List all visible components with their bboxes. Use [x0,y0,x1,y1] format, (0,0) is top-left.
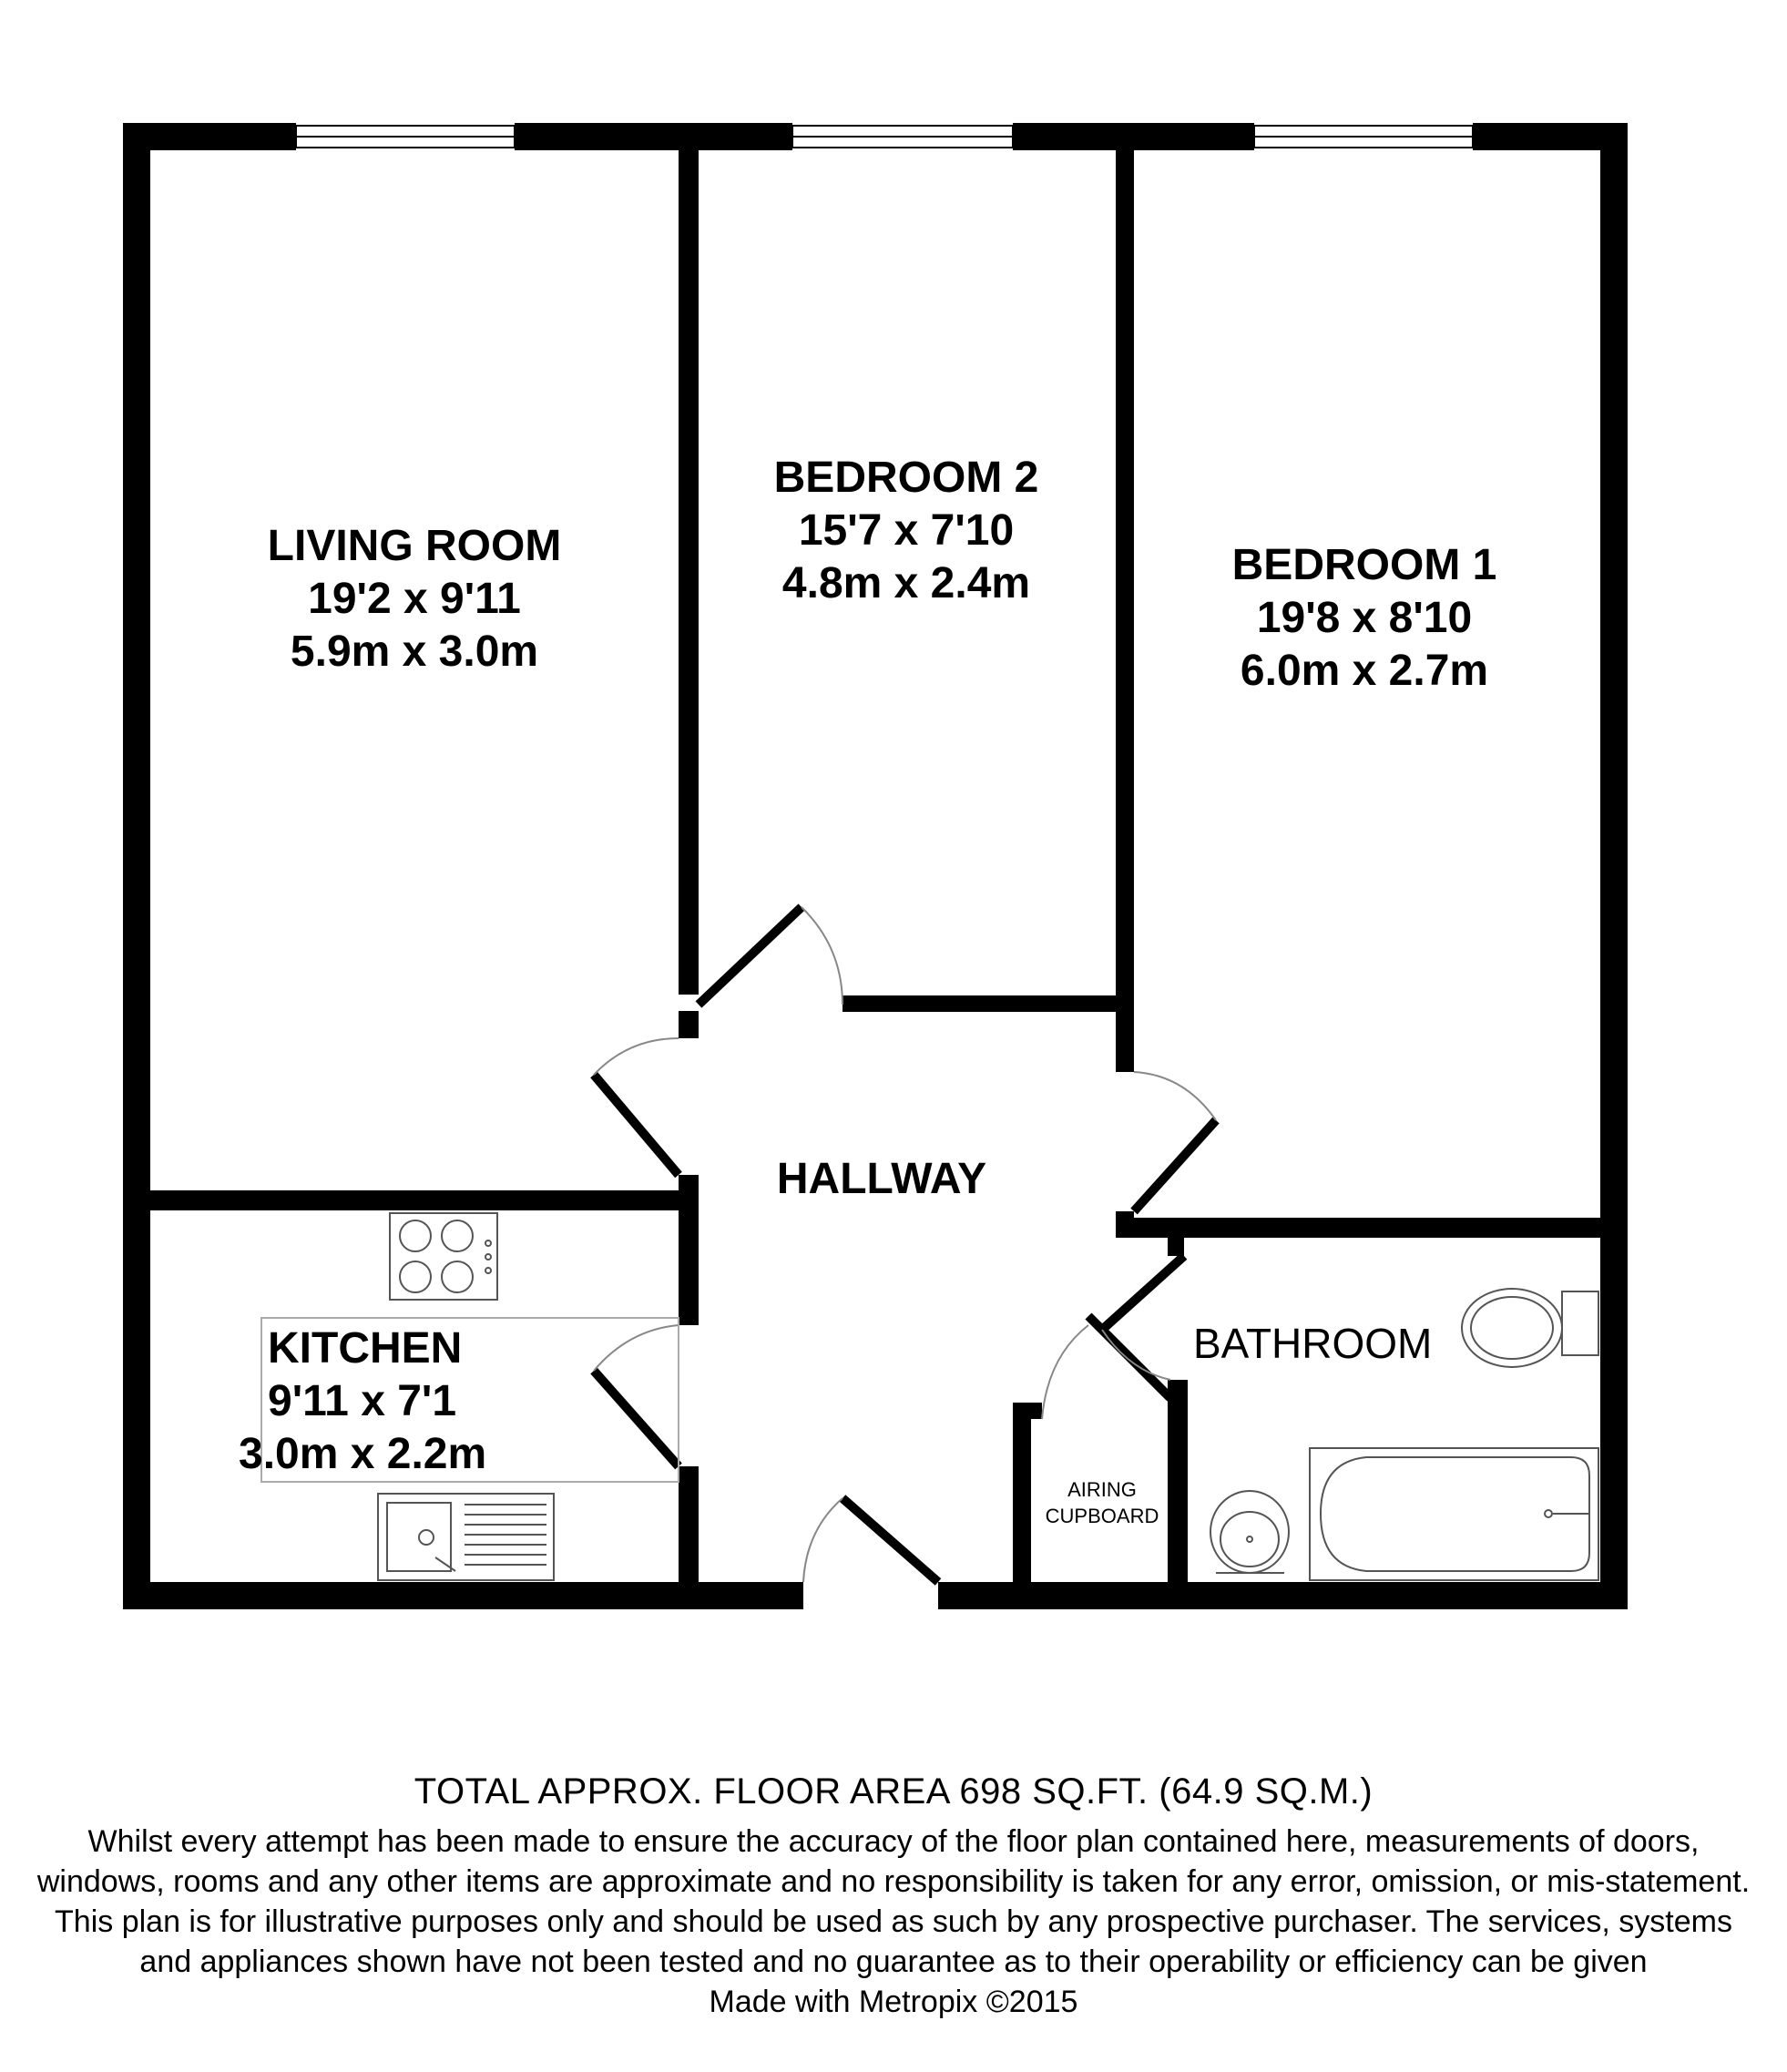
kitchen-metric: 3.0m x 2.2m [239,1430,487,1478]
wall-living-bed2 [679,150,699,995]
bedroom2-metric: 4.8m x 2.4m [781,559,1031,607]
bathroom-name: BATHROOM [1193,1320,1433,1367]
door-bathroom [1102,1256,1184,1330]
door-kitchen [594,1371,679,1466]
kitchen-name: KITCHEN [268,1324,463,1373]
living-room-metric: 5.9m x 3.0m [290,628,539,676]
outer-wall-bottom-right [938,1582,1628,1609]
hallway-name: HALLWAY [776,1155,987,1203]
basin-icon [1210,1491,1289,1573]
room-labels [239,454,1496,1527]
wall-kitchen-hall-upper [679,1175,699,1325]
door-living-room [594,1075,679,1175]
outer-wall-bottom-left [123,1582,803,1609]
bedroom1-metric: 6.0m x 2.7m [1240,647,1489,695]
wall-kitchen-hall-lower [679,1466,699,1582]
outer-wall-top-mid2 [1013,123,1254,150]
bedroom2-name: BEDROOM 2 [773,454,1039,502]
wall-bed2-bed1 [1116,150,1134,1072]
wall-bathroom-left [1168,1380,1188,1582]
wall-bathroom-left-upper [1168,1238,1184,1256]
bedroom1-imperial: 19'8 x 8'10 [1256,594,1473,642]
outer-wall-right [1600,123,1628,1609]
wall-bed1-bathroom-stub [1116,1211,1134,1236]
hob-icon [390,1213,497,1300]
outer-wall-left [123,123,150,1609]
wall-airing-left [1013,1403,1031,1582]
living-room-imperial: 19'2 x 9'11 [308,575,521,623]
bath-icon [1310,1448,1598,1580]
door-bedroom1 [1134,1120,1216,1211]
wall-living-bed2-lower [679,1011,699,1038]
wall-bed1-bottom [1116,1218,1600,1238]
living-room-name: LIVING ROOM [267,522,562,570]
total-floor-area: TOTAL APPROX. FLOOR AREA 698 SQ.FT. (64.9 SQ.M.) [414,1771,1373,1812]
kitchen-imperial: 9'11 x 7'1 [268,1377,457,1425]
disclaimer-text: Whilst every attempt has been made to ensure the accuracy of the floor plan contained here, measurements of doors, windows, rooms and any other items are approximate and no responsibility is taken for any error, omission, or mis-statement. This plan is for illustrative purposes only and should be used as such by any prospective purchaser. The services, systems and appliances shown have not been tested and no guarantee as to their operability or efficiency can be given [36,1824,1751,1979]
toilet-icon [1462,1289,1598,1367]
airing-cupboard-line2: CUPBOARD [1045,1505,1159,1527]
wall-airing-top [1013,1403,1042,1419]
wall-bed2-bottom [842,995,1116,1012]
footer [0,1771,1787,2022]
airing-cupboard-line1: AIRING [1067,1478,1137,1501]
windows [296,126,1473,148]
sink-icon [378,1494,554,1580]
outer-wall-top-mid1 [515,123,792,150]
door-bedroom2 [699,907,802,1005]
bedroom2-imperial: 15'7 x 7'10 [798,506,1015,555]
bedroom1-name: BEDROOM 1 [1231,541,1497,589]
door-entrance [842,1498,938,1582]
wall-living-kitchen [150,1190,680,1210]
credit-text: Made with Metropix ©2015 [709,1985,1078,2019]
